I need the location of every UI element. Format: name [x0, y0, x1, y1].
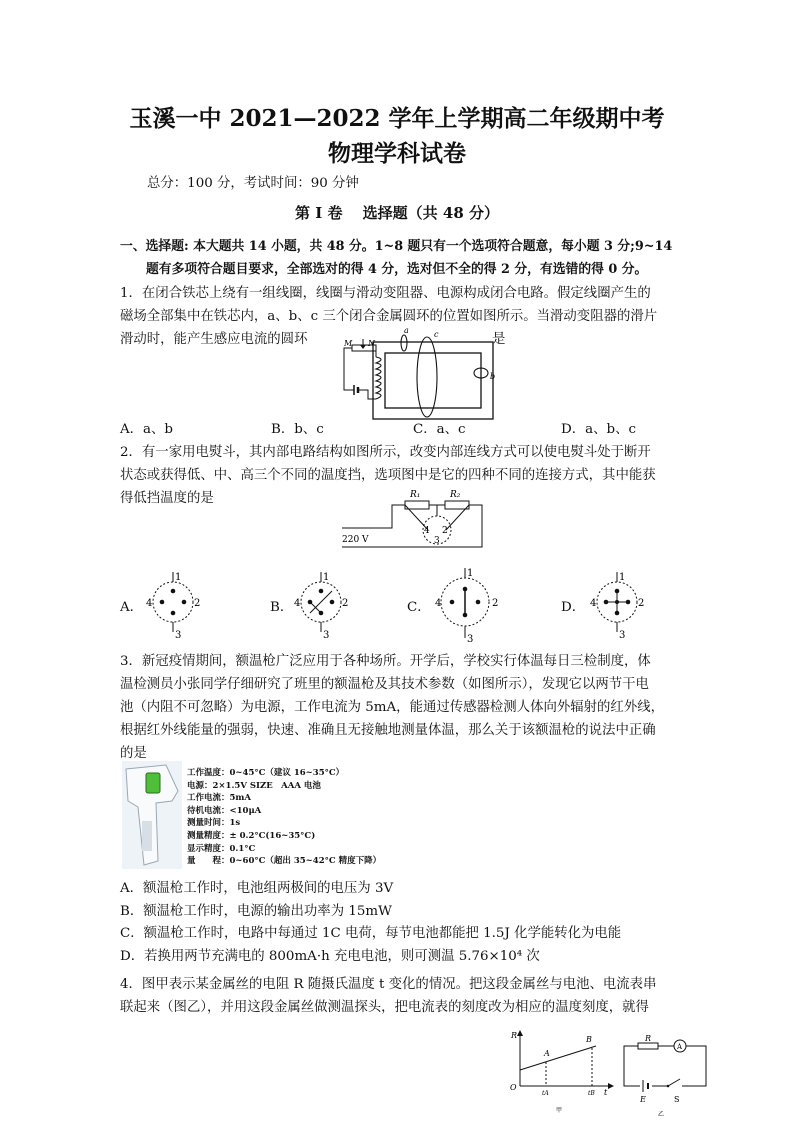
spec-line: 电源：2×1.5V SIZE AAA 电池: [187, 780, 321, 791]
label-r2: R₂: [450, 490, 461, 500]
q1-stem-line2: 磁场全部集中在铁芯内，a、b、c 三个闭合金属圆环的位置如图所示。当滑动变阻器的滑片: [120, 309, 658, 324]
svg-text:4: 4: [435, 598, 442, 609]
svg-text:4: 4: [424, 526, 430, 536]
q3-option-b: B．额温枪工作时，电源的输出功率为 15mW: [120, 904, 392, 919]
svg-text:1: 1: [619, 572, 626, 583]
q1-option-b: B．b、c: [271, 422, 324, 437]
svg-text:t: t: [604, 1088, 608, 1097]
thermometer-gun-image: [122, 761, 182, 869]
svg-text:R: R: [645, 1034, 652, 1043]
svg-text:tA: tA: [542, 1090, 549, 1097]
q2-option-a-letter: A．: [120, 600, 144, 615]
label-a: a: [404, 326, 409, 335]
section-heading: 第 I 卷 选择题（共 48 分）: [294, 204, 499, 222]
svg-text:3: 3: [467, 634, 474, 644]
svg-text:2: 2: [492, 598, 499, 609]
svg-text:A: A: [677, 1043, 683, 1051]
label-220v: 220 V: [342, 535, 369, 545]
q1-iron-core-diagram: [330, 325, 500, 425]
svg-text:B: B: [586, 1035, 592, 1044]
svg-text:2: 2: [194, 598, 201, 609]
svg-text:3: 3: [619, 630, 626, 640]
q2-option-b-diagram: [288, 570, 358, 640]
q2-option-d-letter: D．: [561, 600, 586, 615]
q3-stem-line2: 温检测员小张同学仔细研究了班里的额温枪及其技术参数（如图所示），发现它以两节干电: [120, 677, 649, 692]
q4-circuit-diagram: [618, 1032, 712, 1120]
q2-option-b-letter: B．: [270, 600, 294, 615]
svg-text:3: 3: [323, 630, 330, 640]
q1-stem-line3: 滑动时，能产生感应电流的圆环: [120, 332, 308, 347]
svg-text:E: E: [640, 1095, 646, 1104]
q1-stem-line3-end: 是: [492, 332, 506, 347]
svg-text:tB: tB: [588, 1090, 595, 1097]
q2-option-a-diagram: [140, 570, 210, 640]
spec-line: 工作电流：5mA: [187, 793, 252, 804]
q2-option-c-diagram: [430, 566, 505, 644]
label-c: c: [434, 330, 439, 339]
spec-line: 工作温度：0~45°C（建议 16~35°C）: [187, 768, 345, 778]
label-n: N: [368, 339, 375, 348]
exam-info: 总分：100 分，考试时间：90 分钟: [147, 176, 359, 191]
svg-text:2: 2: [342, 598, 349, 609]
q4-graph-r-t: [508, 1028, 616, 1120]
svg-text:2: 2: [638, 598, 645, 609]
q2-stem-line1: 2．有一家用电熨斗，其内部电路结构如图所示，改变内部连线方式可以使电熨斗处于断开: [120, 445, 651, 460]
spec-line: 测量精度：± 0.2°C(16~35°C): [187, 830, 316, 841]
spec-line: 量 程：0~60°C（超出 35~42°C 精度下降）: [187, 856, 382, 867]
svg-text:O: O: [510, 1083, 517, 1092]
svg-text:1: 1: [175, 572, 182, 583]
label-m: M: [344, 339, 353, 348]
q3-option-d: D．若换用两节充满电的 800mA·h 充电电池，则可测温 5.76×10⁴ 次: [120, 949, 540, 964]
svg-text:R: R: [511, 1031, 518, 1040]
q1-option-a: A．a、b: [120, 422, 174, 437]
q3-stem-line1: 3．新冠疫情期间，额温枪广泛应用于各种场所。开学后，学校实行体温每日三检制度，体: [120, 654, 651, 669]
q1-option-d: D．a、b、c: [561, 422, 636, 437]
svg-text:A: A: [544, 1049, 550, 1058]
q1-option-c: C．a、c: [413, 422, 466, 437]
q3-stem-line4: 根据红外线能量的强弱，快速、准确且无接触地测量体温，那么关于该额温枪的说法中正确: [120, 723, 656, 738]
q2-stem-line3: 得低挡温度的是: [120, 491, 214, 506]
svg-text:4: 4: [294, 598, 301, 609]
q2-iron-circuit-diagram: [330, 485, 500, 555]
exam-title-line1: 玉溪一中 2021—2022 学年上学期高二年级期中考: [129, 105, 665, 132]
q3-option-c: C．额温枪工作时，电路中每通过 1C 电荷，每节电池都能把 1.5J 化学能转化为电能: [120, 926, 622, 941]
spec-line: 待机电流：<10μA: [187, 805, 262, 816]
q3-stem-line5: 的是: [120, 746, 147, 761]
instructions-line1: 一、选择题: 本大题共 14 小题，共 48 分。1~8 题只有一个选项符合题意，每小题 3 分;9~14: [120, 239, 673, 254]
svg-text:乙: 乙: [658, 1111, 665, 1118]
q2-option-c-letter: C．: [407, 600, 431, 615]
q1-stem-line1: 1．在闭合铁芯上绕有一组线圈，线圈与滑动变阻器、电源构成闭合电路。假定线圈产生的: [120, 286, 651, 301]
svg-text:1: 1: [467, 568, 474, 579]
svg-text:4: 4: [590, 598, 597, 609]
exam-title-line2: 物理学科试卷: [328, 140, 466, 167]
spec-line: 显示精度：0.1°C: [187, 843, 256, 854]
spec-line: 测量时间：1s: [187, 818, 241, 829]
svg-text:3: 3: [175, 630, 182, 640]
q3-stem-line3: 池（内阻不可忽略）为电源，工作电流为 5mA，能通过传感器检测人体向外辐射的红外线，: [120, 700, 664, 715]
svg-text:4: 4: [146, 598, 153, 609]
q2-option-d-diagram: [584, 570, 654, 640]
svg-text:1: 1: [323, 572, 330, 583]
svg-text:S: S: [674, 1095, 680, 1104]
q4-stem-line1: 4．图甲表示某金属丝的电阻 R 随摄氏温度 t 变化的情况。把这段金属丝与电池、电流表串: [120, 977, 657, 992]
q4-stem-line2: 联起来（图乙），并用这段金属丝做测温探头，把电流表的刻度改为相应的温度刻度，就得: [120, 1000, 649, 1015]
svg-text:甲: 甲: [556, 1107, 563, 1114]
q3-option-a: A．额温枪工作时，电池组两极间的电压为 3V: [120, 881, 394, 896]
instructions-line2: 题有多项符合题目要求，全部选对的得 4 分，选对但不全的得 2 分，有选错的得 0 分。: [146, 262, 648, 277]
svg-text:2: 2: [442, 526, 448, 536]
label-r1: R₁: [410, 490, 421, 500]
thermometer-spec-list: [187, 767, 381, 868]
svg-text:3: 3: [434, 536, 440, 546]
q2-stem-line2: 状态或获得低、中、高三个不同的温度挡，选项图中是它的四种不同的连接方式，其中能获: [120, 468, 656, 483]
label-b: b: [490, 372, 496, 381]
